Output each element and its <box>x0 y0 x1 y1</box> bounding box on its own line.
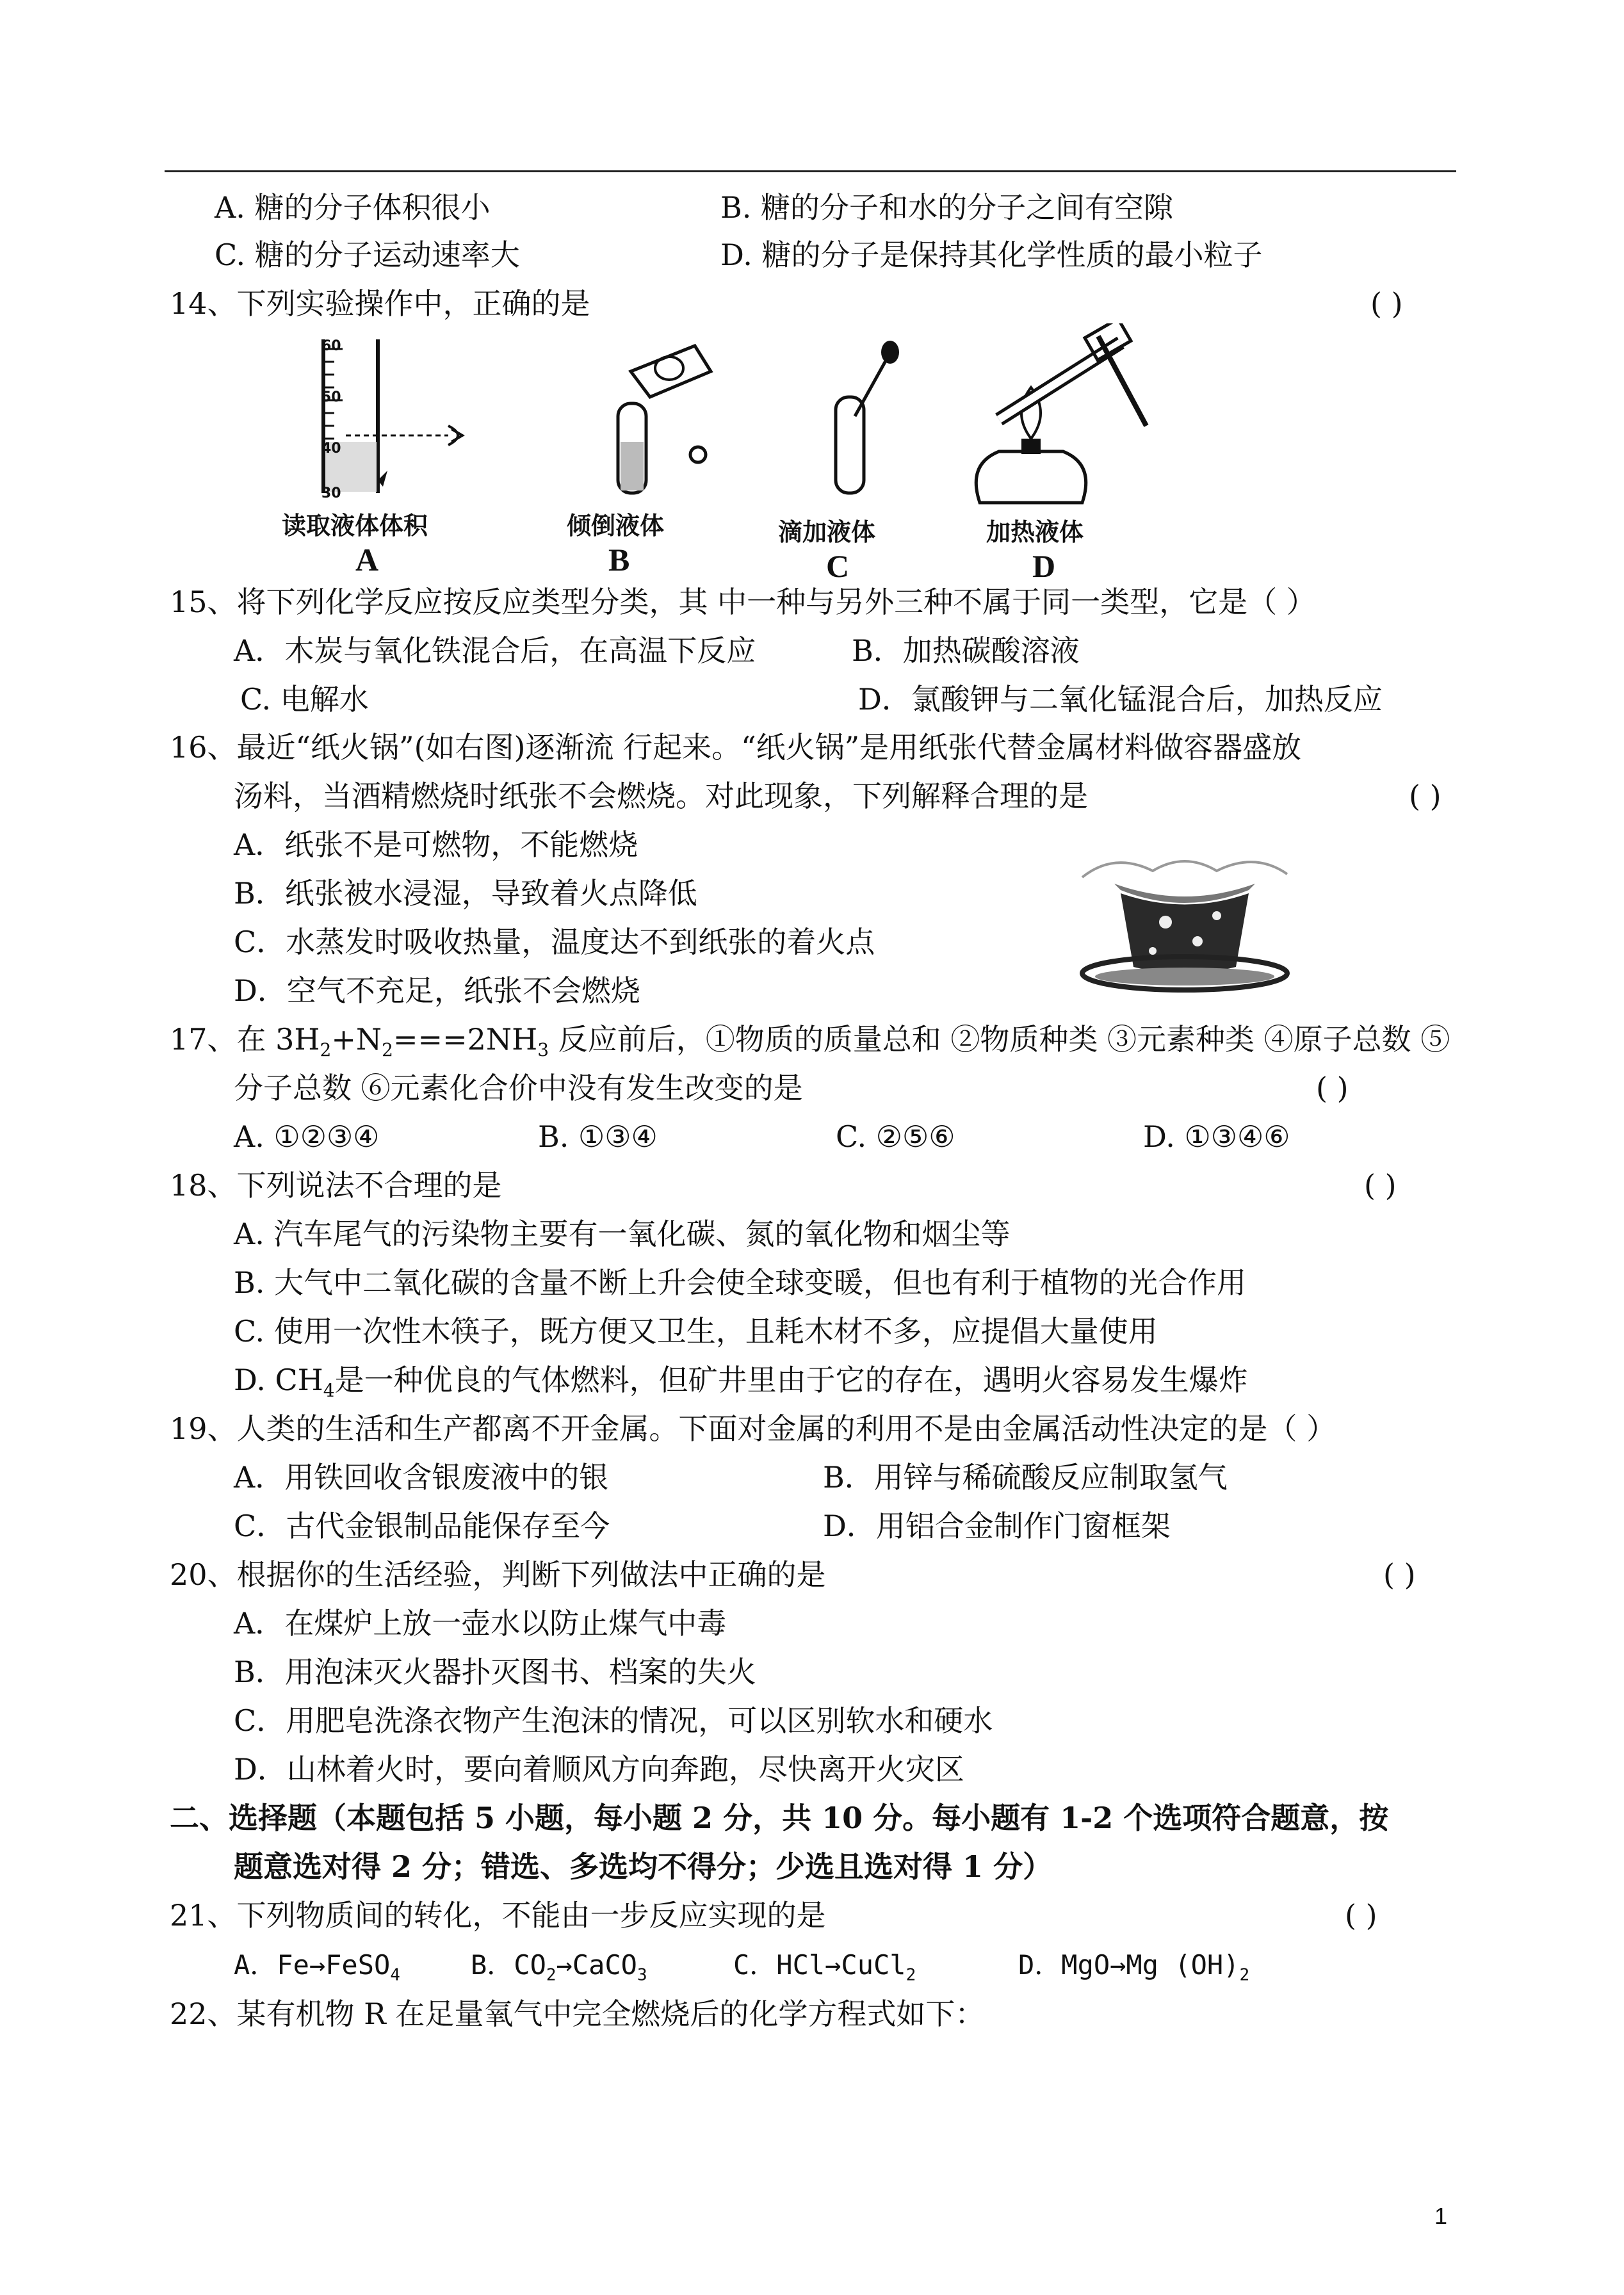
q19-option-a: A．用铁回收含银废液中的银 <box>234 1460 609 1495</box>
q20-option-d: D．山林着火时，要向着顺风方向奔跑，尽快离开火灾区 <box>234 1752 964 1787</box>
tick-60: 60 <box>321 338 341 354</box>
q19-option-c: C．古代金银制品能保存至今 <box>234 1509 610 1543</box>
figure-b-pouring <box>592 333 720 499</box>
q15-option-a: A．木炭与氧化铁混合后，在高温下反应 <box>234 633 756 668</box>
q21-answer-paren: ( ) <box>1345 1898 1377 1933</box>
q13-option-b: B. 糖的分子和水的分子之间有空隙 <box>720 190 1174 225</box>
q21-a-sub: 4 <box>390 1965 400 1985</box>
q17-answer-paren: ( ) <box>1316 1071 1349 1105</box>
q21-stem: 21、下列物质间的转化，不能由一步反应实现的是 <box>170 1898 826 1933</box>
q21-b-sub-b: 3 <box>637 1965 647 1985</box>
q18-option-b: B. 大气中二氧化碳的含量不断上升会使全球变暖，但也有利于植物的光合作用 <box>234 1265 1247 1300</box>
q17-option-d: D. ①③④⑥ <box>1143 1119 1290 1154</box>
tick-30: 30 <box>321 485 341 501</box>
q21-c-sub: 2 <box>905 1965 916 1985</box>
q18-option-d <box>234 1359 1248 1411</box>
q20-option-c: C．用肥皂洗涤衣物产生泡沫的情况，可以区别软水和硬水 <box>234 1703 993 1738</box>
section2-heading-line1: 二、选择题（本题包括 5 小题，每小题 2 分，共 10 分。每小题有 1-2 个选项符合题意，按 <box>170 1801 1389 1835</box>
q17-stem-line2: 分子总数 ⑥元素化合价中没有发生改变的是 <box>234 1071 803 1105</box>
q19-option-b: B．用锌与稀硫酸反应制取氢气 <box>823 1460 1228 1495</box>
q13-option-c: C. 糖的分子运动速率大 <box>215 238 520 272</box>
q21-c-text: C．HCl→CuCl <box>733 1949 906 1981</box>
q19-stem: 19、人类的生活和生产都离不开金属。下面对金属的利用不是由金属活动性决定的是（ ） <box>170 1411 1336 1446</box>
q17-text-d: 反应前后，①物质的质量总和 ②物质种类 ③元素种类 ④原子总数 ⑤ <box>549 1022 1450 1057</box>
q20-option-a: A．在煤炉上放一壶水以防止煤气中毒 <box>234 1606 727 1641</box>
q17-stem-line1 <box>170 1019 1450 1071</box>
tick-50: 50 <box>321 389 341 405</box>
q21-d-sub: 2 <box>1239 1965 1250 1985</box>
figure-c-dropper <box>823 339 913 499</box>
q17-option-c: C. ②⑤⑥ <box>836 1119 955 1154</box>
q17-text-c: ===2NH <box>393 1022 538 1057</box>
q21-b-text-b: →CaCO <box>556 1949 637 1981</box>
q16-answer-paren: ( ) <box>1409 779 1441 813</box>
q21-option-b <box>471 1945 647 1995</box>
figure-b-letter: B <box>608 542 630 578</box>
figure-b-caption: 倾倒液体 <box>567 512 665 540</box>
figure-c-caption: 滴加液体 <box>778 518 876 546</box>
figure-a-cylinder <box>295 333 506 499</box>
section2-heading-line2: 题意选对得 2 分；错选、多选均不得分；少选且选对得 1 分） <box>234 1849 1053 1884</box>
q17-text-a: 17、在 3H <box>170 1022 320 1057</box>
q18-d-sub: 4 <box>323 1380 335 1402</box>
q16-option-a: A．纸张不是可燃物，不能燃烧 <box>234 827 638 862</box>
q15-option-b: B．加热碳酸溶液 <box>852 633 1080 668</box>
q21-b-text-a: B．CO <box>471 1949 546 1981</box>
q21-d-text: D．MgO→Mg (OH) <box>1018 1949 1240 1981</box>
q14-stem: 14、下列实验操作中，正确的是 <box>170 286 590 321</box>
q17-option-b: B. ①③④ <box>538 1119 658 1154</box>
q17-sub-nh3: 3 <box>537 1039 549 1061</box>
q15-option-d: D．氯酸钾与二氧化锰混合后，加热反应 <box>858 682 1383 717</box>
q17-option-a: A. ①②③④ <box>234 1119 380 1154</box>
paper-hotpot-photo <box>1076 845 1294 999</box>
q13-option-a: A. 糖的分子体积很小 <box>215 190 491 225</box>
figure-a-letter: A <box>355 542 379 578</box>
figure-d-letter: D <box>1032 548 1056 584</box>
q19-option-d: D．用铝合金制作门窗框架 <box>823 1509 1171 1543</box>
figure-a-caption: 读取液体体积 <box>282 512 428 540</box>
q20-option-b: B．用泡沫灭火器扑灭图书、档案的失火 <box>234 1655 756 1689</box>
q13-option-d: D. 糖的分子是保持其化学性质的最小粒子 <box>720 238 1263 272</box>
q16-stem-line1: 16、最近“纸火锅”(如右图)逐渐流 行起来。“纸火锅”是用纸张代替金属材料做容器盛放 <box>170 730 1302 765</box>
q18-option-a: A. 汽车尾气的污染物主要有一氧化碳、氮的氧化物和烟尘等 <box>234 1217 1011 1251</box>
q21-b-sub-a: 2 <box>546 1965 556 1985</box>
q21-option-a <box>234 1945 400 1995</box>
q16-option-b: B．纸张被水浸湿，导致着火点降低 <box>234 876 697 911</box>
figure-d-caption: 加热液体 <box>986 518 1084 546</box>
q17-text-b: +N <box>331 1022 382 1057</box>
header-rule <box>165 170 1456 172</box>
q22-stem: 22、某有机物 R 在足量氧气中完全燃烧后的化学方程式如下： <box>170 1997 985 2031</box>
q21-option-c <box>733 1945 916 1995</box>
q18-answer-paren: ( ) <box>1364 1168 1397 1203</box>
q14-answer-paren: ( ) <box>1370 286 1403 321</box>
q15-option-c: C. 电解水 <box>240 682 369 717</box>
q18-d-text-a: D. CH <box>234 1363 323 1397</box>
q21-a-text: A．Fe→FeSO <box>234 1949 391 1981</box>
q18-stem: 18、下列说法不合理的是 <box>170 1168 502 1203</box>
q18-option-c: C. 使用一次性木筷子，既方便又卫生，且耗木材不多，应提倡大量使用 <box>234 1314 1158 1349</box>
q17-sub-n2: 2 <box>382 1039 393 1061</box>
figure-d-heating <box>961 323 1165 509</box>
tick-40: 40 <box>321 441 341 457</box>
q16-option-d: D．空气不充足，纸张不会燃烧 <box>234 973 640 1008</box>
q17-sub-h2: 2 <box>320 1039 332 1061</box>
q18-d-text-b: 是一种优良的气体燃料，但矿井里由于它的存在，遇明火容易发生爆炸 <box>334 1363 1248 1397</box>
q16-stem-line2: 汤料，当酒精燃烧时纸张不会燃烧。对此现象，下列解释合理的是 <box>234 779 1088 813</box>
q20-stem: 20、根据你的生活经验，判断下列做法中正确的是 <box>170 1557 826 1592</box>
figure-c-letter: C <box>826 548 850 584</box>
page-number: 1 <box>1434 2203 1448 2229</box>
q20-answer-paren: ( ) <box>1383 1557 1416 1592</box>
q15-stem: 15、将下列化学反应按反应类型分类，其 中一种与另外三种不属于同一类型，它是（ ） <box>170 585 1316 619</box>
q16-option-c: C．水蒸发时吸收热量，温度达不到纸张的着火点 <box>234 925 875 959</box>
q21-option-d <box>1018 1945 1249 1995</box>
